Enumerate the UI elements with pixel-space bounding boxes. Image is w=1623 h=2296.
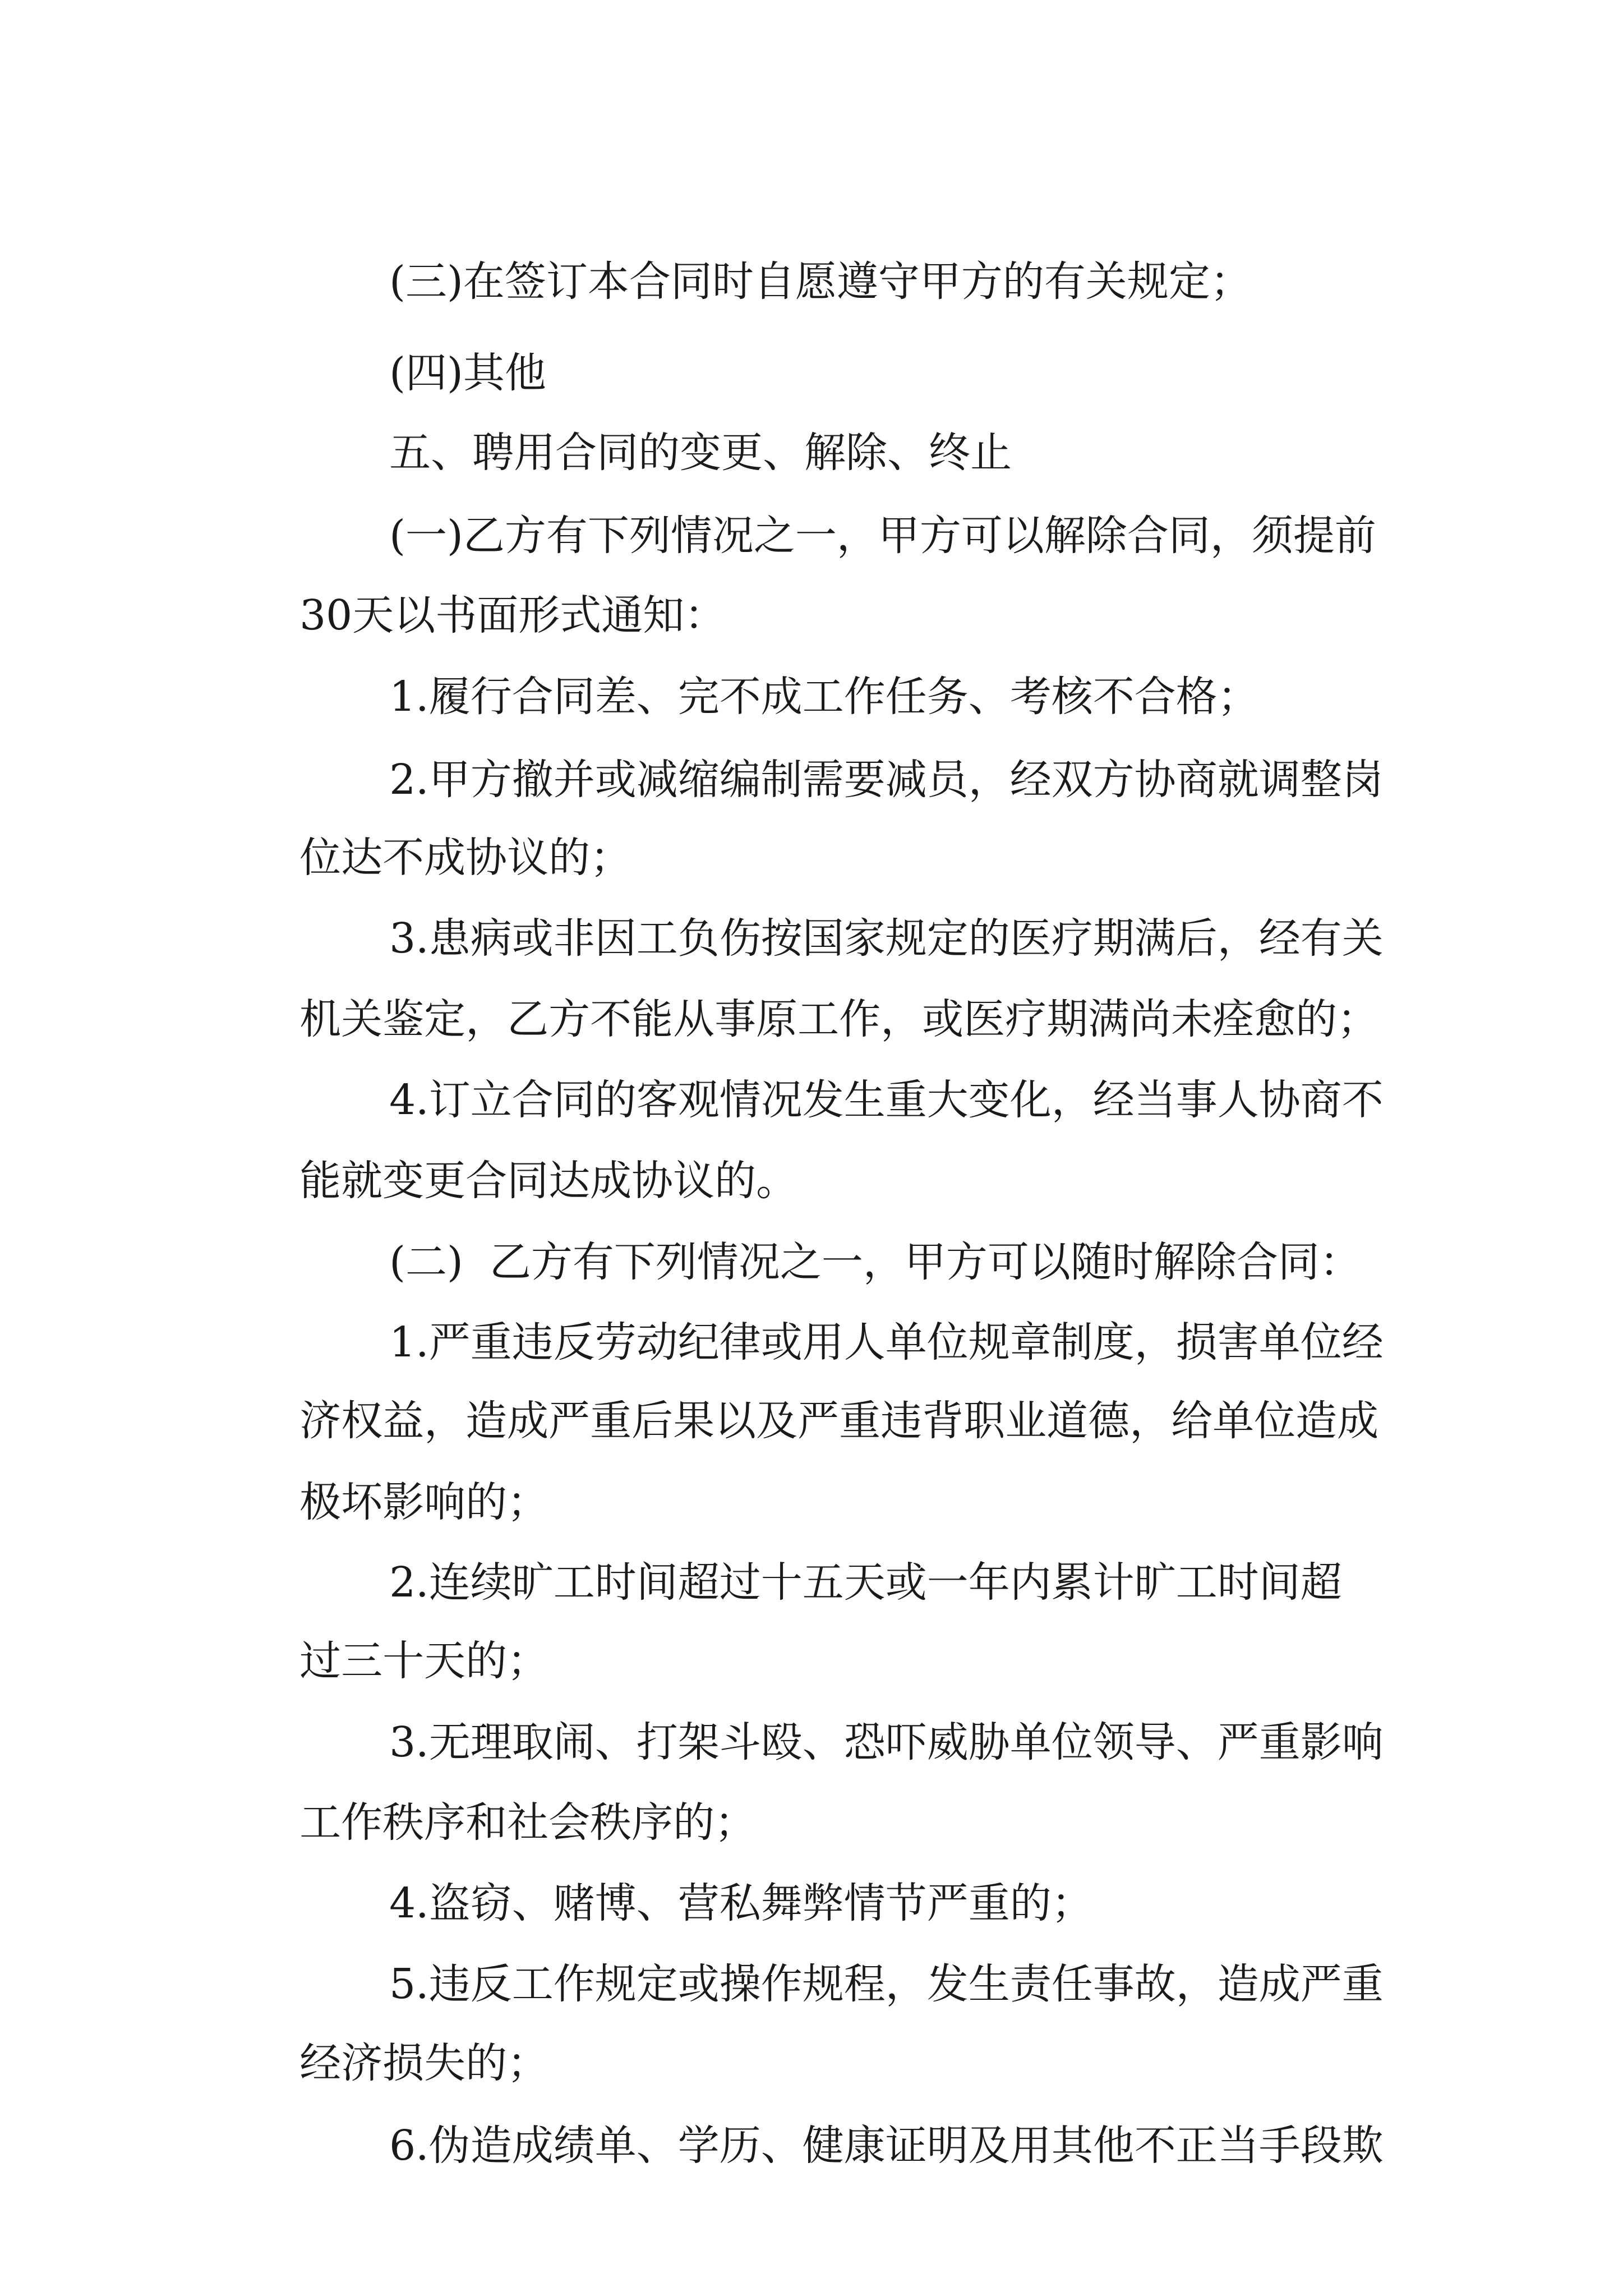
text-line [336,687,1384,804]
text-line [247,1328,1380,1445]
text-line [336,2053,1384,2170]
text-line-content: 工作秩序和社会秩序的； [299,1798,757,1847]
text-line-content: 2.甲方撤并或减缩编制需要减员，经双方协商就调整岗 [389,756,1384,804]
text-line [336,1007,1384,1124]
text-line-content: 济权益，造成严重后果以及严重违背职业道德，给单位造成 [299,1397,1379,1445]
text-line [247,523,808,639]
text-line-content: 5.违反工作规定或操作规程，发生责任事故，造成严重 [389,1960,1384,2008]
text-line-content: (二) 乙方有下列情况之一，甲方可以随时解除合同： [389,1238,1361,1286]
text-line [247,1410,639,1526]
text-line-content: (四)其他 [389,349,546,397]
text-line [336,604,1262,721]
text-line [336,280,561,397]
text-line [336,1811,1122,1927]
text-line [336,1490,1381,1607]
text-line-content: 30天以书面形式通知： [299,591,726,639]
text-line [336,1170,1368,1286]
text-line-content: 3.无理取闹、打架斗殴、恐吓威胁单位领导、严重影响 [389,1718,1384,1766]
text-line-content: 经济损失的； [299,2039,549,2087]
text-line [336,189,1290,306]
text-line-content: 五、聘用合同的变更、解除、终止 [389,429,1012,477]
text-line-content: 3.患病或非因工负伤按国家规定的医疗期满后，经有关 [389,914,1384,963]
text-line-content: 6.伪造成绩单、学历、健康证明及用其他不正当手段欺 [389,2122,1384,2170]
text-line-content: (三)在签订本合同时自愿遵守甲方的有关规定； [389,257,1252,306]
text-line [247,1971,639,2087]
text-line [247,1730,808,1847]
text-line-content: 4.订立合同的客观情况发生重大变化，经当事人协商不 [389,1076,1384,1124]
text-line [247,1088,864,1205]
text-line [247,1568,639,1685]
text-line [336,1250,1384,1366]
text-line [247,927,1380,1043]
text-line [247,765,751,882]
text-line-content: 能就变更合同达成协议的。 [299,1157,798,1205]
text-line-content: 1.履行合同差、完不成工作任务、考核不合格； [389,673,1259,721]
section-heading [336,360,1178,477]
text-line-content: 1.严重违反劳动纪律或用人单位规章制度，损害单位经 [389,1318,1384,1366]
text-line-content: (一)乙方有下列情况之一，甲方可以解除合同，须提前 [389,512,1376,560]
text-line-content: 过三十天的； [299,1637,549,1685]
text-line-content: 位达不成协议的； [299,834,632,882]
text-line [336,1892,1384,2008]
text-line-content: 4.盗窃、赌博、营私舞弊情节严重的； [389,1879,1093,1927]
text-line [336,1650,1384,1766]
text-line [336,443,1381,560]
text-line [336,846,1384,963]
text-line-content: 极坏影响的； [299,1478,549,1526]
text-line-content: 2.连续旷工时间超过十五天或一年内累计旷工时间超 [389,1558,1342,1607]
text-line-content: 机关鉴定，乙方不能从事原工作，或医疗期满尚未痊愈的； [299,995,1379,1043]
